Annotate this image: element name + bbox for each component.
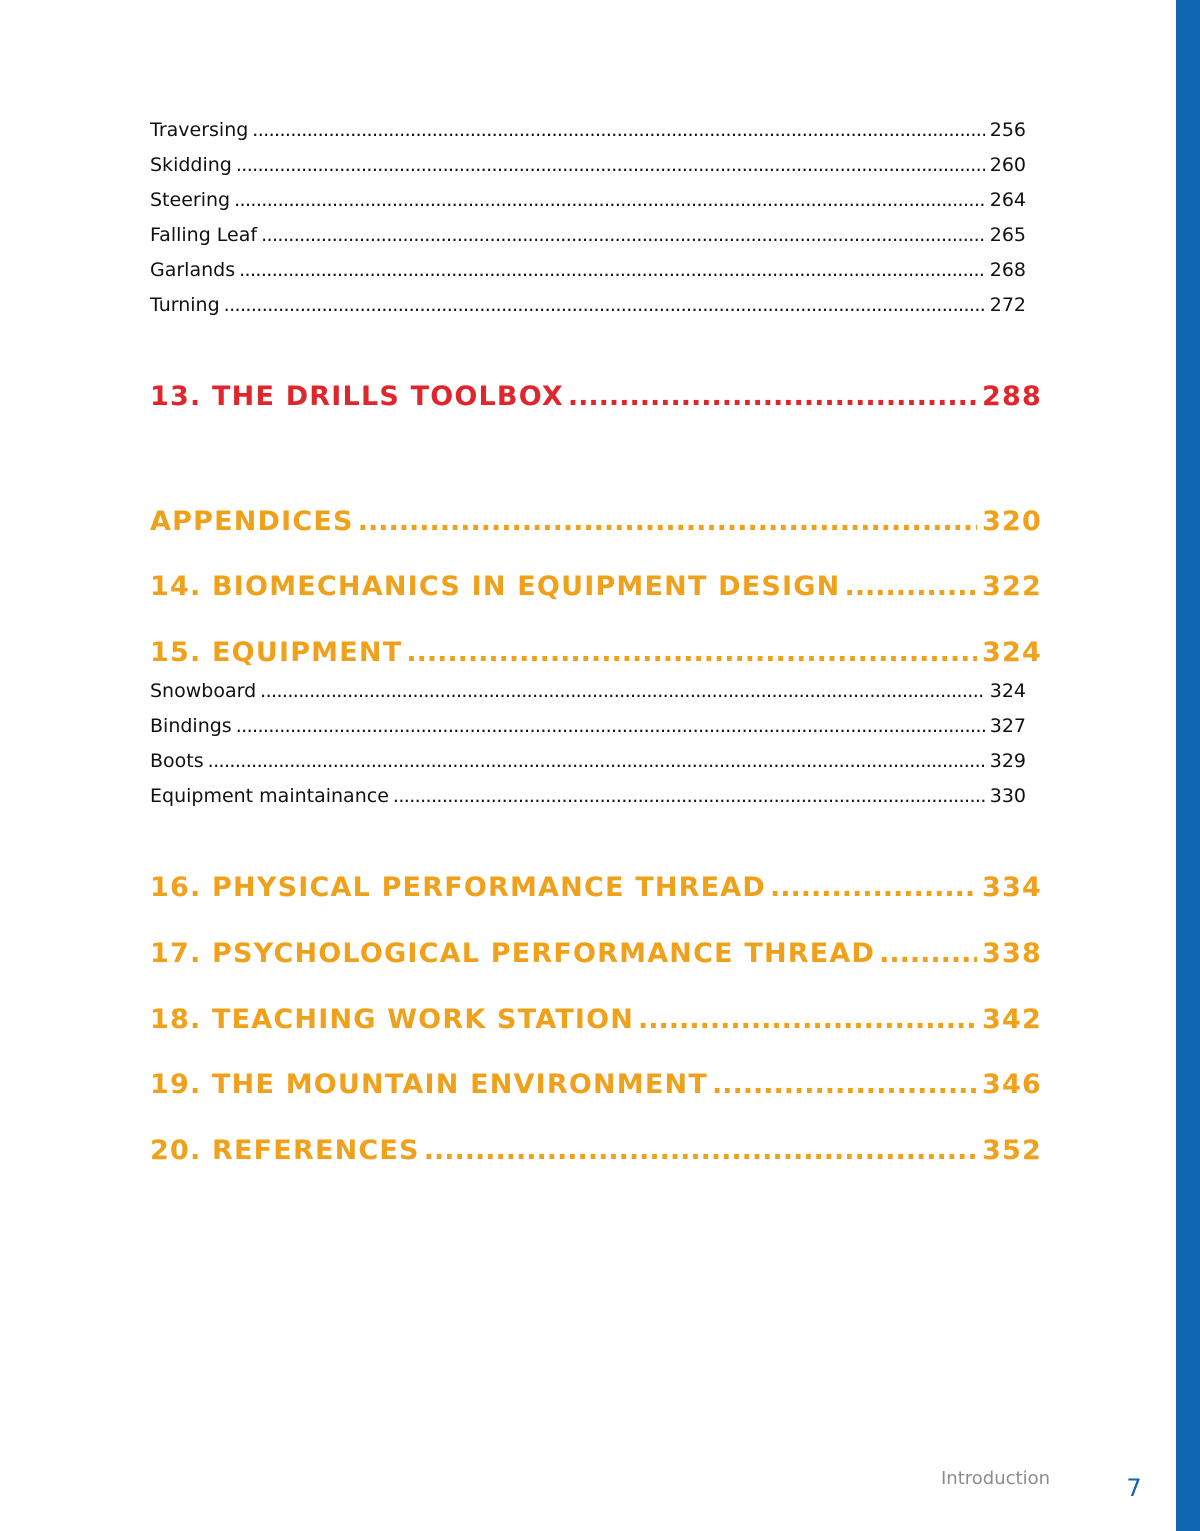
toc-chapter-title: 13. THE DRILLS TOOLBOX — [150, 381, 564, 412]
toc-entry-page: 330 — [989, 785, 1026, 807]
dot-leader — [224, 290, 985, 320]
dot-leader — [261, 220, 985, 250]
toc-chapter-physical-performance[interactable] — [150, 868, 1042, 908]
toc-entry-traversing[interactable] — [150, 115, 1026, 145]
dot-leader — [770, 868, 977, 908]
toc-chapter-page: 324 — [982, 637, 1042, 668]
toc-entry-steering[interactable] — [150, 185, 1026, 215]
side-color-bar — [1176, 0, 1200, 1531]
toc-entry-page: 327 — [989, 715, 1026, 737]
toc-entry-garlands[interactable] — [150, 255, 1026, 285]
toc-entry-equipment-maintainance[interactable] — [150, 781, 1026, 811]
dot-leader — [236, 711, 985, 741]
dot-leader — [406, 633, 977, 673]
dot-leader — [208, 746, 985, 776]
toc-entry-title: Bindings — [150, 715, 232, 737]
toc-chapter-references[interactable] — [150, 1131, 1042, 1171]
footer-section-label: Introduction — [940, 1468, 1050, 1489]
toc-entry-snowboard[interactable] — [150, 676, 1026, 706]
dot-leader — [393, 781, 985, 811]
toc-chapter-appendices[interactable] — [150, 502, 1042, 542]
toc-entry-bindings[interactable] — [150, 711, 1026, 741]
toc-chapter-biomechanics[interactable] — [150, 567, 1042, 607]
toc-chapter-page: 334 — [982, 872, 1042, 903]
toc-chapter-page: 352 — [982, 1135, 1042, 1166]
dot-leader — [568, 377, 977, 417]
page-number: 7 — [1126, 1474, 1142, 1502]
toc-entry-page: 256 — [989, 119, 1026, 141]
toc-entry-title: Traversing — [150, 119, 249, 141]
toc-chapter-page: 288 — [982, 381, 1042, 412]
dot-leader — [236, 150, 985, 180]
toc-entry-falling-leaf[interactable] — [150, 220, 1026, 250]
toc-chapter-page: 346 — [982, 1069, 1042, 1100]
toc-entry-title: Skidding — [150, 154, 232, 176]
toc-chapter-page: 322 — [982, 571, 1042, 602]
toc-chapter-title: 20. REFERENCES — [150, 1135, 420, 1166]
dot-leader — [879, 934, 977, 974]
toc-chapter-title: 15. EQUIPMENT — [150, 637, 403, 668]
toc-chapter-title: 19. THE MOUNTAIN ENVIRONMENT — [150, 1069, 708, 1100]
toc-chapter-psychological-performance[interactable] — [150, 934, 1042, 974]
toc-chapter-mountain-environment[interactable] — [150, 1065, 1042, 1105]
toc-chapter-equipment[interactable] — [150, 633, 1042, 673]
toc-chapter-title: 17. PSYCHOLOGICAL PERFORMANCE THREAD — [150, 938, 876, 969]
toc-entry-title: Boots — [150, 750, 204, 772]
toc-chapter-title: 18. TEACHING WORK STATION — [150, 1004, 635, 1035]
toc-chapter-page: 320 — [982, 506, 1042, 537]
toc-entry-boots[interactable] — [150, 746, 1026, 776]
toc-chapter-title: APPENDICES — [150, 506, 354, 537]
dot-leader — [638, 1000, 977, 1040]
toc-entry-title: Equipment maintainance — [150, 785, 389, 807]
toc-chapter-drills-toolbox[interactable] — [150, 377, 1042, 417]
toc-entry-title: Falling Leaf — [150, 224, 258, 246]
toc-chapter-page: 342 — [982, 1004, 1042, 1035]
toc-entry-title: Snowboard — [150, 680, 257, 702]
dot-leader — [358, 502, 977, 542]
toc-chapter-teaching-work-station[interactable] — [150, 1000, 1042, 1040]
toc-entry-page: 268 — [989, 259, 1026, 281]
toc-entry-turning[interactable] — [150, 290, 1026, 320]
toc-entry-title: Turning — [150, 294, 220, 316]
toc-entry-title: Garlands — [150, 259, 236, 281]
dot-leader — [239, 255, 985, 285]
toc-entry-page: 329 — [989, 750, 1026, 772]
toc-entry-page: 324 — [989, 680, 1026, 702]
dot-leader — [424, 1131, 977, 1171]
toc-chapter-page: 338 — [982, 938, 1042, 969]
toc-entry-title: Steering — [150, 189, 231, 211]
toc-entry-page: 272 — [989, 294, 1026, 316]
toc-entry-page: 264 — [989, 189, 1026, 211]
dot-leader — [252, 115, 984, 145]
dot-leader — [844, 567, 977, 607]
toc-entry-skidding[interactable] — [150, 150, 1026, 180]
dot-leader — [234, 185, 985, 215]
toc-entry-page: 265 — [989, 224, 1026, 246]
dot-leader — [712, 1065, 977, 1105]
toc-chapter-title: 16. PHYSICAL PERFORMANCE THREAD — [150, 872, 766, 903]
toc-chapter-title: 14. BIOMECHANICS IN EQUIPMENT DESIGN — [150, 571, 841, 602]
toc-entry-page: 260 — [989, 154, 1026, 176]
dot-leader — [260, 676, 985, 706]
